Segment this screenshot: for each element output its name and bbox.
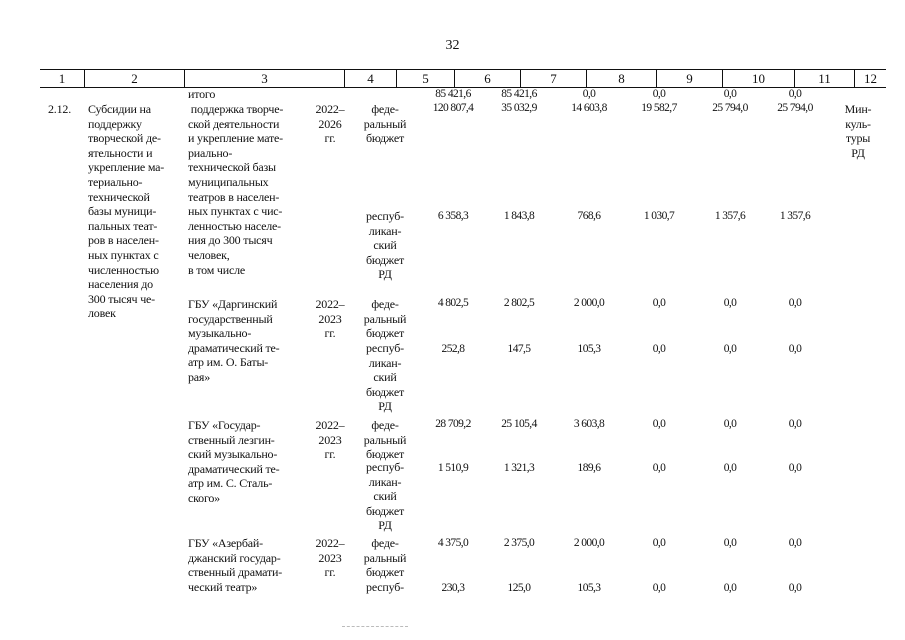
funding-value: 25 794,0 [777, 102, 813, 114]
funding-value: 0,0 [788, 537, 802, 549]
funding-value: 0,0 [723, 537, 737, 549]
table-header-row [40, 69, 886, 88]
funding-value: 19 582,7 [641, 102, 677, 114]
funding-value: 14 603,8 [571, 102, 607, 114]
funding-value: 0,0 [652, 537, 666, 549]
funding-value: 189,6 [577, 462, 601, 474]
funding-value: 1 357,6 [779, 210, 811, 222]
funding-value: 0,0 [723, 297, 737, 309]
funding-value: 35 032,9 [501, 102, 537, 114]
funding-value: 0,0 [788, 297, 802, 309]
group-description: ГБУ «Государ- ственный лезгин- ский музыкально- драматический те- атр им. С. Сталь- ского» [188, 418, 280, 505]
funding-value: 105,3 [577, 582, 601, 594]
header-col-2: 2 [84, 70, 184, 87]
funding-value: 105,3 [577, 343, 601, 355]
funding-value: 0,0 [652, 462, 666, 474]
funding-value: 120 807,4 [432, 102, 474, 114]
funding-source: респуб- ликан- ский бюджет РД [365, 341, 405, 414]
header-col-11: 11 [794, 70, 854, 87]
group-description: ГБУ «Даргинский государственный музыкально- драматический те- атр им. О. Баты- рая» [188, 297, 280, 384]
funding-value: 4 375,0 [437, 537, 469, 549]
header-col-3: 3 [184, 70, 344, 87]
header-col-10: 10 [722, 70, 794, 87]
funding-value: 0,0 [723, 462, 737, 474]
funding-value: 28 709,2 [435, 418, 471, 430]
measure-name: Субсидии на поддержку творческой де- ятельности и укрепление ма- териально- технической базы муници- пальных теат- ров в населен- ных пунктах с численностью населения до 300 тысяч че- ловек [88, 102, 165, 321]
funding-value: 2 802,5 [503, 297, 535, 309]
header-col-1: 1 [58, 71, 66, 86]
totals-value: 0,0 [723, 88, 737, 100]
funding-source: феде- ральный бюджет [363, 297, 407, 341]
page-number: 32 [445, 38, 460, 53]
responsible-executor: Мин- куль- туры РД [844, 102, 872, 160]
group-period: 2022– 2023 гг. [315, 297, 345, 341]
header-col-6: 6 [454, 70, 520, 87]
group-period: 2022– 2023 гг. [315, 536, 345, 580]
group-period: 2022– 2023 гг. [315, 418, 345, 462]
funding-source: респуб- [366, 580, 404, 594]
funding-value: 1 357,6 [714, 210, 746, 222]
header-col-9: 9 [656, 70, 722, 87]
funding-value: 0,0 [788, 343, 802, 355]
funding-source: респуб- ликан- ский бюджет РД [365, 209, 405, 282]
funding-value: 0,0 [723, 418, 737, 430]
funding-value: 252,8 [441, 343, 465, 355]
funding-value: 0,0 [788, 582, 802, 594]
funding-value: 1 030,7 [643, 210, 675, 222]
header-col-8: 8 [586, 70, 656, 87]
header-col-4: 4 [344, 70, 396, 87]
funding-value: 2 000,0 [573, 297, 605, 309]
header-col-5: 5 [396, 70, 454, 87]
funding-value: 25 794,0 [712, 102, 748, 114]
header-col-12: 12 [854, 70, 886, 87]
funding-source: феде- ральный бюджет [363, 418, 407, 462]
funding-value: 4 802,5 [437, 297, 469, 309]
funding-source: феде- ральный бюджет [363, 102, 407, 146]
totals-value: 85 421,6 [501, 88, 537, 100]
funding-value: 3 603,8 [573, 418, 605, 430]
totals-value: 85 421,6 [435, 88, 471, 100]
scan-artifact-line [342, 626, 408, 628]
funding-source: феде- ральный бюджет [363, 536, 407, 580]
funding-value: 1 843,8 [503, 210, 535, 222]
funding-value: 0,0 [723, 343, 737, 355]
totals-value: 0,0 [652, 88, 666, 100]
funding-value: 0,0 [788, 462, 802, 474]
funding-value: 1 321,3 [503, 462, 535, 474]
totals-value: 0,0 [582, 88, 596, 100]
group-description: ГБУ «Азербай- джанский государ- ственный драмати- ческий театр» [188, 536, 283, 594]
funding-value: 6 358,3 [437, 210, 469, 222]
funding-value: 0,0 [652, 582, 666, 594]
group-period: 2022– 2026 гг. [315, 102, 345, 146]
funding-value: 230,3 [441, 582, 465, 594]
funding-value: 0,0 [652, 297, 666, 309]
funding-value: 25 105,4 [501, 418, 537, 430]
header-col-7: 7 [520, 70, 586, 87]
funding-value: 0,0 [788, 418, 802, 430]
totals-label: итого [188, 87, 216, 101]
funding-value: 0,0 [723, 582, 737, 594]
funding-source: респуб- ликан- ский бюджет РД [365, 460, 405, 533]
funding-value: 125,0 [507, 582, 531, 594]
row-number: 2.12. [48, 102, 72, 116]
funding-value: 1 510,9 [437, 462, 469, 474]
group-description: поддержка творче- ской деятельности и укрепление мате- риально- технической базы муниципальных театров в населен- ных пунктах с чис- ленностью населе- ния до 300 тысяч человек, в том числе [188, 102, 284, 277]
funding-value: 2 375,0 [503, 537, 535, 549]
totals-value: 0,0 [788, 88, 802, 100]
funding-value: 768,6 [577, 210, 601, 222]
funding-value: 2 000,0 [573, 537, 605, 549]
funding-value: 147,5 [507, 343, 531, 355]
funding-value: 0,0 [652, 418, 666, 430]
funding-value: 0,0 [652, 343, 666, 355]
